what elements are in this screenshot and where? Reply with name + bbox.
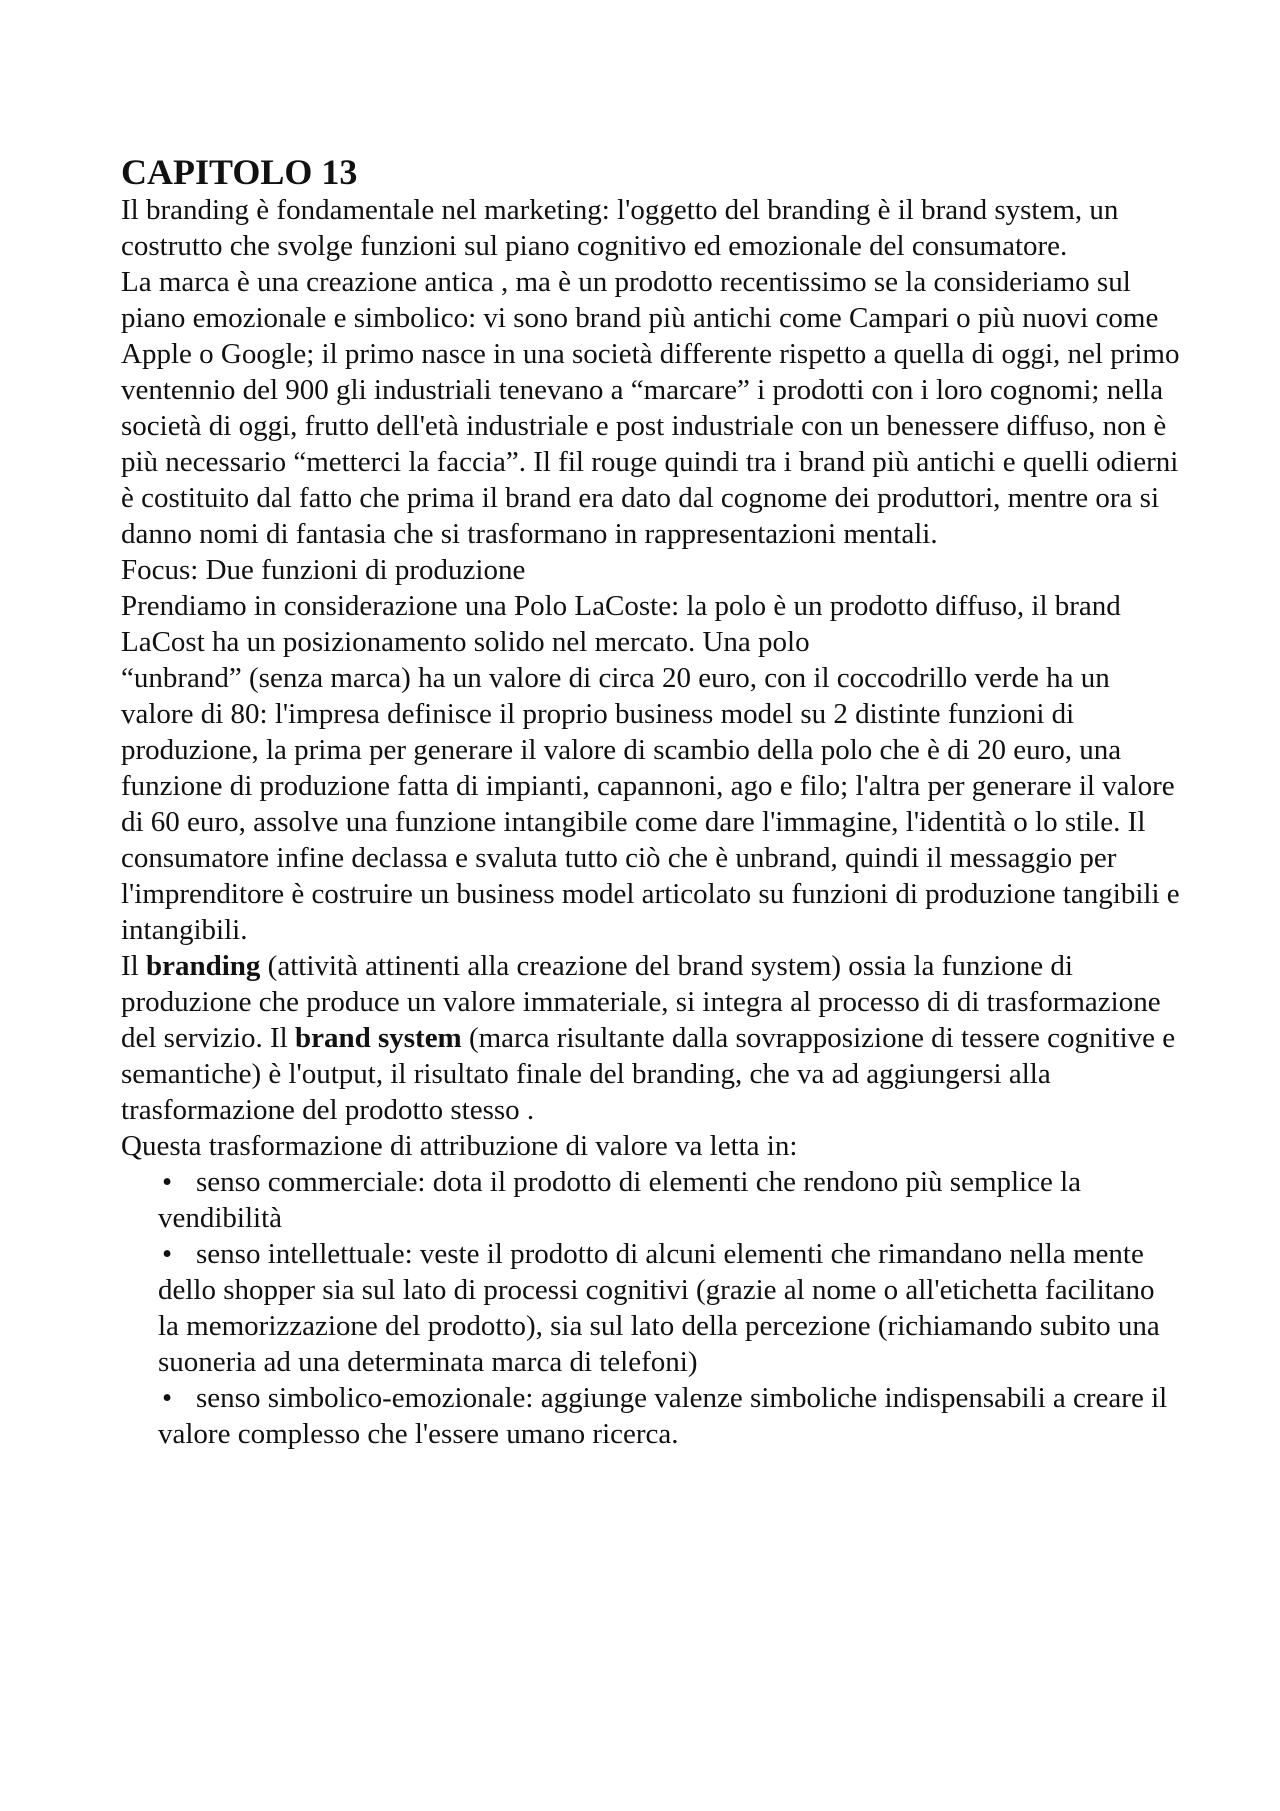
branding-paragraph-middle: (attività attinenti alla creazione del brand system) ossia la funzione di produzione che produce un valore immateriale, si integra al processo di di trasformazione del servizio. Il [121,950,1161,1054]
bullet-icon: • [162,1382,173,1414]
lacoste-paragraph-rest: “unbrand” (senza marca) ha un valore di circa 20 euro, con il coccodrillo verde ha un valore di 80: l'impresa definisce il proprio business model su 2 distinte funzioni di produzione, la prima per generare il valore di scambio della polo che è di 20 euro, una funzione di produzione fatta di impianti, capannoni, ago e filo; l'altra per generare il valore di 60 euro, assolve una funzione intangibile come dare l'immagine, l'identità o lo stile. Il consumatore infine declassa e svaluta tutto ciò che è unbrand, quindi il messaggio per l'imprenditore è costruire un business model articolato su funzioni di produzione tangibili e intangibili. [121,662,1180,946]
document-page [121,152,1181,1452]
list-item-text: senso commerciale: dota il prodotto di elementi che rendono più semplice la vendibilità [158,1166,1082,1234]
branding-paragraph-lead: Il [121,950,146,982]
list-item-text: senso simbolico-emozionale: aggiunge valenze simboliche indispensabili a creare il valore complesso che l'essere umano ricerca. [158,1382,1168,1450]
value-senses-list [121,1164,1181,1452]
intro-paragraph: Il branding è fondamentale nel marketing: l'oggetto del branding è il brand system, un costrutto che svolge funzioni sul piano cognitivo ed emozionale del consumatore. [121,194,1119,262]
bullet-icon: • [162,1166,173,1198]
branding-paragraph-tail: (marca risultante dalla sovrapposizione di tessere cognitive e semantiche) è l'output, il risultato finale del branding, che va ad aggiungersi alla trasformazione del prodotto stesso . [121,1022,1176,1126]
list-item [158,1236,1181,1380]
term-branding: branding [145,950,261,982]
term-brand-system: brand system [294,1022,462,1054]
bullet-icon: • [162,1238,173,1270]
focus-heading: Focus: Due funzioni di produzione [121,554,526,586]
lacoste-paragraph [121,588,1181,948]
history-paragraph: La marca è una creazione antica , ma è un prodotto recentissimo se la consideriamo sul piano emozionale e simbolico: vi sono brand più antichi come Campari o più nuovi come Apple o Google; il primo nasce in una società differente rispetto a quella di oggi, nel primo ventennio del 900 gli industriali tenevano a “marcare” i prodotti con i loro cognomi; nella società di oggi, frutto dell'età industriale e post industriale con un benessere diffuso, non è più necessario “metterci la faccia”. Il fil rouge quindi tra i brand più antichi e quelli odierni è costituito dal fatto che prima il brand era dato dal cognome dei produttori, mentre ora si danno nomi di fantasia che si trasformano in rappresentazioni mentali. [121,266,1180,550]
branding-paragraph [121,948,1181,1128]
chapter-title: CAPITOLO 13 [121,152,358,192]
list-item-text: senso intellettuale: veste il prodotto di alcuni elementi che rimandano nella mente dello shopper sia sul lato di processi cognitivi (grazie al nome o all'etichetta facilitano la memorizzazione del prodotto), sia sul lato della percezione (richiamando subito una suoneria ad una determinata marca di telefoni) [158,1238,1160,1378]
lacoste-paragraph-first-line: Prendiamo in considerazione una Polo LaCoste: la polo è un prodotto diffuso, il brand LaCost ha un posizionamento solido nel mercato. Una polo [121,590,1121,658]
list-item [158,1164,1181,1236]
list-item [158,1380,1181,1452]
value-intro-line: Questa trasformazione di attribuzione di valore va letta in: [121,1130,798,1162]
